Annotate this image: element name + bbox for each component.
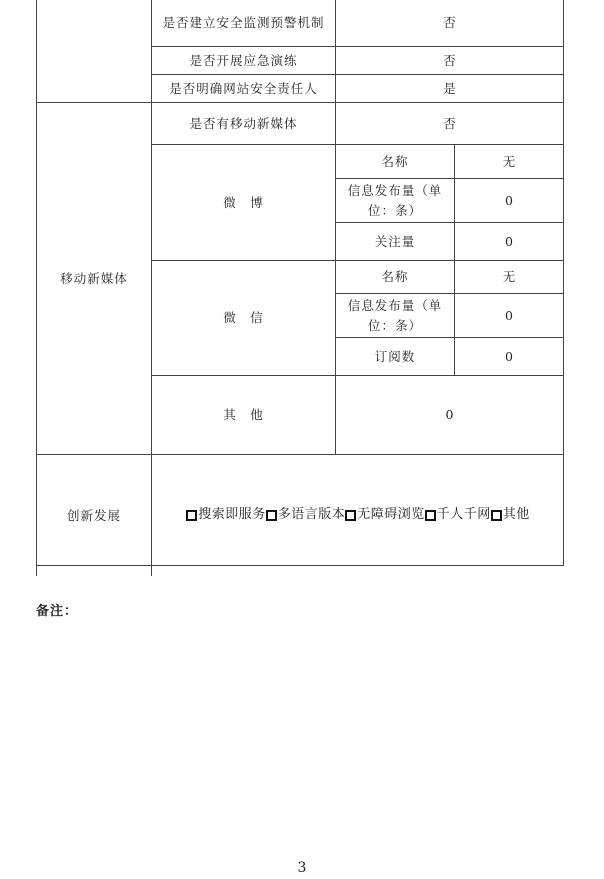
wechat-subscribers-label: 订阅数 — [335, 337, 454, 375]
wechat-posts-label: 信息发布量（单位：条） — [335, 293, 454, 337]
weibo-followers-label: 关注量 — [335, 222, 454, 260]
checkbox-icon[interactable] — [491, 510, 502, 521]
checkbox-icon[interactable] — [266, 510, 277, 521]
wechat-name-value: 无 — [454, 260, 564, 293]
wechat-name-label: 名称 — [335, 260, 454, 293]
has-mobile-media-label: 是否有移动新媒体 — [151, 102, 335, 144]
section-label-innovation: 创新发展 — [36, 454, 151, 576]
report-table — [36, 0, 564, 566]
section-label-security — [36, 0, 151, 102]
option-personalized[interactable] — [425, 505, 491, 525]
option-label: 千人千网 — [436, 507, 491, 523]
weibo-name-value: 无 — [454, 144, 564, 178]
innovation-options — [151, 454, 564, 576]
other-value: 0 — [335, 375, 564, 454]
option-label: 其他 — [502, 507, 530, 523]
wechat-subscribers-value: 0 — [454, 337, 564, 375]
has-mobile-media-value: 否 — [335, 102, 564, 144]
page-number: 3 — [297, 860, 307, 876]
weibo-label: 微 博 — [151, 144, 335, 260]
weibo-name-label: 名称 — [335, 144, 454, 178]
other-label: 其 他 — [151, 375, 335, 454]
wechat-label: 微 信 — [151, 260, 335, 375]
option-other[interactable] — [491, 505, 530, 525]
weibo-posts-label: 信息发布量（单位：条） — [335, 178, 454, 222]
option-multilingual[interactable] — [266, 505, 346, 525]
option-search-as-service[interactable] — [186, 505, 266, 525]
weibo-followers-value: 0 — [454, 222, 564, 260]
option-accessibility[interactable] — [345, 505, 425, 525]
responsible-value: 是 — [335, 74, 564, 102]
checkbox-icon[interactable] — [186, 510, 197, 521]
responsible-label: 是否明确网站安全责任人 — [151, 74, 335, 102]
drill-label: 是否开展应急演练 — [151, 46, 335, 74]
weibo-posts-value: 0 — [454, 178, 564, 222]
remark-label: 备注： — [36, 604, 79, 619]
option-label: 搜索即服务 — [198, 507, 266, 523]
section-label-mobile-media: 移动新媒体 — [36, 102, 151, 454]
checkbox-icon[interactable] — [345, 510, 356, 521]
checkbox-icon[interactable] — [425, 510, 436, 521]
option-label: 无障碍浏览 — [357, 507, 425, 523]
option-label: 多语言版本 — [277, 507, 346, 523]
wechat-posts-value: 0 — [454, 293, 564, 337]
monitoring-label: 是否建立安全监测预警机制 — [151, 0, 335, 46]
monitoring-value: 否 — [335, 0, 564, 46]
drill-value: 否 — [335, 46, 564, 74]
